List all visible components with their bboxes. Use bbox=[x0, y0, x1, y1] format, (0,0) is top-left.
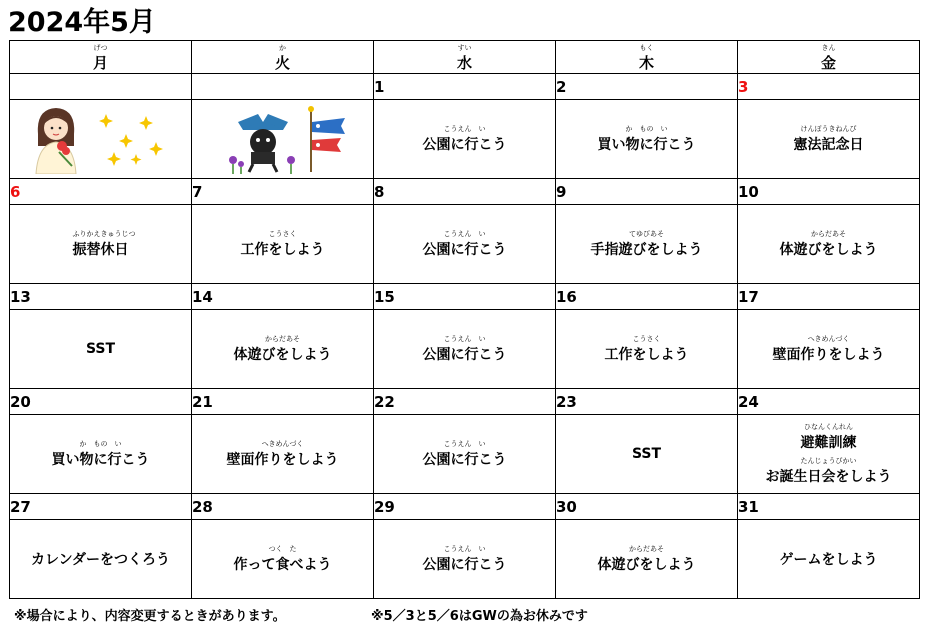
event-ruby: からだあそ bbox=[629, 545, 664, 553]
weekday-fri bbox=[738, 41, 920, 74]
event-ruby: こうさく bbox=[632, 335, 661, 343]
weekday-ruby: か bbox=[279, 44, 286, 52]
event-text: お誕生日会をしよう bbox=[765, 469, 892, 485]
date-number: 13 bbox=[10, 284, 192, 310]
event-text: 公園に行こう bbox=[422, 347, 507, 363]
weekday-ruby: すい bbox=[457, 44, 472, 52]
date-row bbox=[10, 284, 920, 310]
event-ruby: からだあそ bbox=[811, 230, 846, 238]
event-ruby: へきめんづく bbox=[807, 335, 850, 343]
weekday-label: 月 bbox=[92, 53, 108, 72]
date-number: 24 bbox=[738, 389, 920, 415]
weekday-mon bbox=[10, 41, 192, 74]
date-number bbox=[10, 74, 192, 100]
date-number: 29 bbox=[374, 494, 556, 520]
calendar-grid bbox=[9, 40, 920, 599]
weekday-wed bbox=[374, 41, 556, 74]
event-cell bbox=[192, 520, 374, 599]
event-text: 避難訓練 bbox=[800, 435, 857, 451]
date-row bbox=[10, 74, 920, 100]
date-number: 17 bbox=[738, 284, 920, 310]
event-ruby: こうえん い bbox=[443, 125, 486, 133]
date-number-holiday: 6 bbox=[10, 179, 192, 205]
event-cell bbox=[10, 415, 192, 494]
date-number: 22 bbox=[374, 389, 556, 415]
event-cell bbox=[192, 205, 374, 284]
weekday-label: 木 bbox=[638, 53, 654, 72]
weekday-label: 金 bbox=[820, 53, 836, 72]
date-number-holiday: 3 bbox=[738, 74, 920, 100]
event-ruby: こうえん い bbox=[443, 545, 486, 553]
event-text: SST bbox=[85, 341, 116, 357]
event-ruby: こうさく bbox=[268, 230, 297, 238]
date-number: 2 bbox=[556, 74, 738, 100]
event-text: 体遊びをしよう bbox=[597, 557, 696, 573]
date-number: 30 bbox=[556, 494, 738, 520]
event-ruby: こうえん い bbox=[443, 335, 486, 343]
event-row bbox=[10, 205, 920, 284]
event-text: カレンダーをつくろう bbox=[30, 552, 171, 568]
weekday-ruby: もく bbox=[639, 44, 654, 52]
event-ruby: つく た bbox=[268, 545, 297, 553]
event-text: 壁面作りをしよう bbox=[772, 347, 885, 363]
illustration-cell bbox=[192, 100, 374, 179]
date-number: 23 bbox=[556, 389, 738, 415]
event-text: 体遊びをしよう bbox=[233, 347, 332, 363]
event-row bbox=[10, 100, 920, 179]
event-cell bbox=[374, 205, 556, 284]
event-cell bbox=[374, 415, 556, 494]
event-text: 公園に行こう bbox=[422, 242, 507, 258]
event-cell bbox=[374, 100, 556, 179]
event-text: 公園に行こう bbox=[422, 452, 507, 468]
event-ruby: へきめんづく bbox=[261, 440, 304, 448]
weekday-header-row bbox=[10, 41, 920, 74]
weekday-tue bbox=[192, 41, 374, 74]
event-cell bbox=[10, 310, 192, 389]
date-row bbox=[10, 179, 920, 205]
event-row bbox=[10, 310, 920, 389]
date-number: 20 bbox=[10, 389, 192, 415]
event-cell bbox=[556, 415, 738, 494]
date-number: 15 bbox=[374, 284, 556, 310]
event-text: 手指遊びをしよう bbox=[590, 242, 703, 258]
date-number: 31 bbox=[738, 494, 920, 520]
date-number: 1 bbox=[374, 74, 556, 100]
event-text: 体遊びをしよう bbox=[779, 242, 878, 258]
event-cell bbox=[192, 415, 374, 494]
weekday-thu bbox=[556, 41, 738, 74]
weekday-label: 水 bbox=[456, 53, 472, 72]
event-row bbox=[10, 520, 920, 599]
date-number: 10 bbox=[738, 179, 920, 205]
event-cell bbox=[10, 205, 192, 284]
event-cell bbox=[556, 520, 738, 599]
weekday-label: 火 bbox=[274, 53, 290, 72]
event-ruby: てゆびあそ bbox=[629, 230, 664, 238]
event-cell bbox=[738, 310, 920, 389]
date-number: 14 bbox=[192, 284, 374, 310]
event-cell bbox=[192, 310, 374, 389]
event-cell bbox=[556, 310, 738, 389]
calendar-title: 2024年5月 bbox=[8, 7, 156, 38]
event-cell bbox=[738, 100, 920, 179]
weekday-ruby: きん bbox=[821, 44, 836, 52]
event-ruby: こうえん い bbox=[443, 440, 486, 448]
event-cell bbox=[738, 205, 920, 284]
event-cell bbox=[10, 520, 192, 599]
event-text: 公園に行こう bbox=[422, 557, 507, 573]
kabuto-and-koinobori-illustration bbox=[213, 104, 353, 174]
event-cell bbox=[374, 520, 556, 599]
event-ruby: からだあそ bbox=[265, 335, 300, 343]
event-ruby: ひなんくんれん bbox=[804, 423, 853, 431]
weekday-ruby: げつ bbox=[93, 44, 108, 52]
event-cell bbox=[556, 205, 738, 284]
date-number: 8 bbox=[374, 179, 556, 205]
event-ruby: こうえん い bbox=[443, 230, 486, 238]
event-text: 買い物に行こう bbox=[597, 137, 696, 153]
event-text: 作って食べよう bbox=[233, 557, 332, 573]
date-number: 9 bbox=[556, 179, 738, 205]
footer-note-change: ※場合により、内容変更するときがあります。 bbox=[14, 609, 286, 624]
date-number: 16 bbox=[556, 284, 738, 310]
event-text: 工作をしよう bbox=[240, 242, 325, 258]
date-row bbox=[10, 494, 920, 520]
event-text: 壁面作りをしよう bbox=[226, 452, 339, 468]
event-row bbox=[10, 415, 920, 494]
event-text: 振替休日 bbox=[72, 242, 129, 258]
event-ruby: たんじょうびかい bbox=[800, 457, 857, 465]
date-number: 21 bbox=[192, 389, 374, 415]
date-number bbox=[192, 74, 374, 100]
event-cell bbox=[738, 520, 920, 599]
event-text: ゲームをしよう bbox=[779, 552, 878, 568]
event-cell bbox=[374, 310, 556, 389]
footer-note-holiday: ※5／3と5／6はGWの為お休みです bbox=[371, 609, 588, 624]
event-text: 公園に行こう bbox=[422, 137, 507, 153]
date-number: 28 bbox=[192, 494, 374, 520]
illustration-cell bbox=[10, 100, 192, 179]
event-text: 憲法記念日 bbox=[793, 137, 864, 153]
event-text: SST bbox=[631, 446, 662, 462]
girl-with-sparkles-illustration bbox=[26, 104, 176, 174]
event-cell bbox=[738, 415, 920, 494]
event-ruby: か もの い bbox=[79, 440, 122, 448]
date-row bbox=[10, 389, 920, 415]
date-number: 27 bbox=[10, 494, 192, 520]
event-ruby: ふりかえきゅうじつ bbox=[72, 230, 136, 238]
date-number: 7 bbox=[192, 179, 374, 205]
event-ruby: けんぽうきねんび bbox=[800, 125, 857, 133]
event-ruby: か もの い bbox=[625, 125, 668, 133]
event-text: 買い物に行こう bbox=[51, 452, 150, 468]
event-cell bbox=[556, 100, 738, 179]
event-text: 工作をしよう bbox=[604, 347, 689, 363]
